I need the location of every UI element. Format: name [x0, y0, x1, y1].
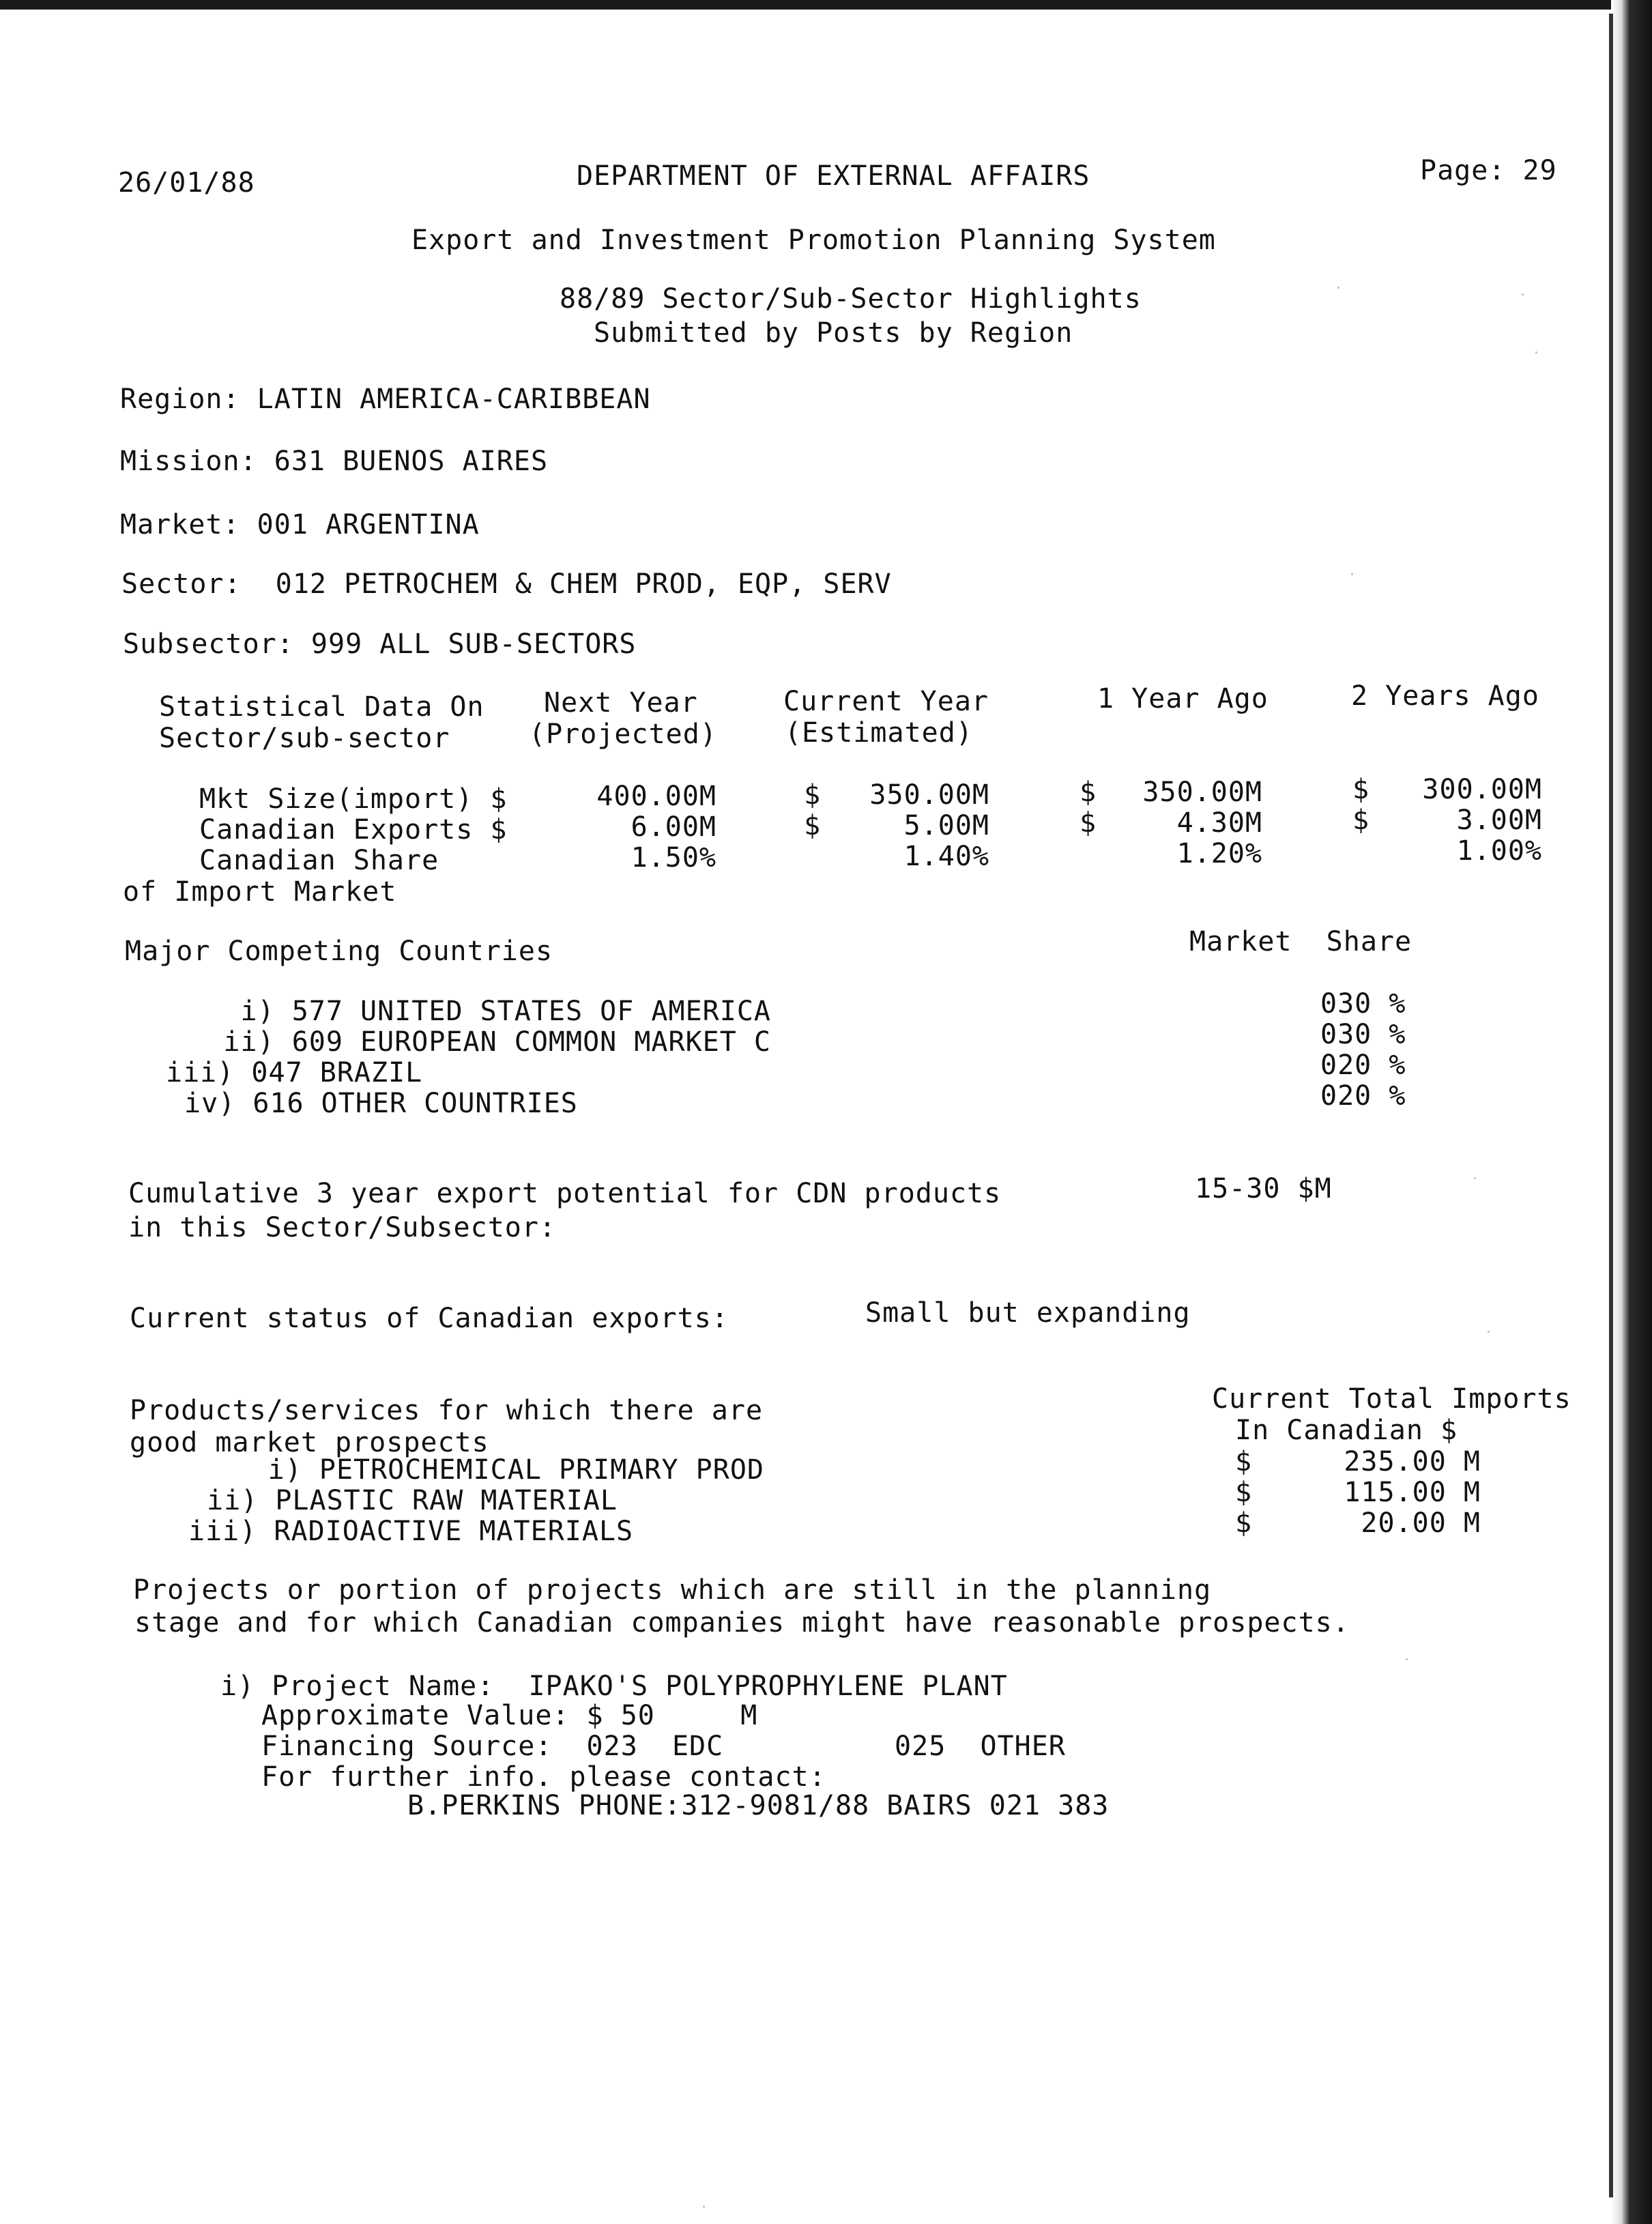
scan-speck — [1406, 1658, 1408, 1660]
row-label: Canadian Exports $ — [199, 814, 508, 846]
potential-line-2: in this Sector/Subsector: — [128, 1212, 557, 1243]
report-subtitle: Submitted by Posts by Region — [594, 317, 1073, 349]
currency-sign: $ — [1235, 1507, 1253, 1539]
status-label: Current status of Canadian exports: — [130, 1303, 729, 1334]
sector-line: Sector: 012 PETROCHEM & CHEM PROD, EQP, SERV — [121, 568, 892, 600]
products-line-2: good market prospects — [130, 1427, 489, 1458]
potential-value: 15-30 $M — [1195, 1173, 1332, 1204]
product-label: iii) RADIOACTIVE MATERIALS — [188, 1516, 634, 1547]
contact-details: B.PERKINS PHONE:312-9081/88 BAIRS 021 383 — [407, 1790, 1110, 1821]
col-header-current-year: Current Year — [783, 686, 989, 717]
currency-sign: $ — [1079, 777, 1097, 808]
scan-right-edge — [1611, 0, 1652, 2224]
competitor-share: 030 % — [1320, 988, 1406, 1020]
scan-right-line — [1609, 14, 1613, 2197]
col-header-next-year-sub: (Projected) — [529, 719, 717, 750]
products-line-1: Products/services for which there are — [130, 1395, 764, 1426]
department-title: DEPARTMENT OF EXTERNAL AFFAIRS — [577, 160, 1090, 192]
competitor-share: 030 % — [1320, 1019, 1406, 1050]
competitor-share: 020 % — [1320, 1050, 1406, 1081]
system-title: Export and Investment Promotion Planning System — [411, 225, 1216, 256]
mission-line: Mission: 631 BUENOS AIRES — [120, 446, 549, 477]
value-next-year: 400.00M — [596, 781, 716, 812]
product-import-value: 235.00 M — [1344, 1446, 1481, 1477]
competitor-label: iii) 047 BRAZIL — [166, 1057, 423, 1088]
projects-intro-2: stage and for which Canadian companies might have reasonable prospects. — [134, 1607, 1350, 1638]
share-note: of Import Market — [123, 876, 397, 908]
product-import-value: 115.00 M — [1344, 1477, 1481, 1508]
col-header-current-year-sub: (Estimated) — [785, 717, 973, 749]
report-date: 26/01/88 — [118, 167, 255, 199]
value-current-year: 5.00M — [903, 810, 989, 841]
value-next-year: 6.00M — [631, 811, 716, 843]
scan-top-edge — [0, 0, 1652, 10]
stats-header-label: Statistical Data On — [159, 691, 484, 723]
col-header-1-year-ago: 1 Year Ago — [1097, 683, 1269, 714]
competitor-label: iv) 616 OTHER COUNTRIES — [184, 1088, 578, 1119]
competitors-title: Major Competing Countries — [125, 936, 553, 967]
product-import-value: 20.00 M — [1361, 1507, 1481, 1539]
scan-speck — [1488, 1331, 1490, 1333]
project-value: Approximate Value: $ 50 M — [261, 1700, 758, 1731]
product-label: ii) PLASTIC RAW MATERIAL — [207, 1485, 618, 1516]
project-name: i) Project Name: IPAKO'S POLYPROPHYLENE PLANT — [220, 1671, 1008, 1702]
value-2-years-ago: 3.00M — [1456, 805, 1542, 836]
scan-speck — [1535, 351, 1537, 353]
market-line: Market: 001 ARGENTINA — [120, 509, 480, 540]
currency-sign: $ — [804, 779, 822, 811]
value-current-year: 1.40% — [903, 841, 989, 872]
value-current-year: 350.00M — [869, 779, 989, 811]
value-2-years-ago: 1.00% — [1456, 835, 1542, 867]
value-1-year-ago: 1.20% — [1176, 838, 1262, 869]
stats-header-label-2: Sector/sub-sector — [159, 723, 450, 754]
value-1-year-ago: 4.30M — [1176, 807, 1262, 839]
currency-sign: $ — [804, 810, 822, 841]
page-number: Page: 29 — [1420, 155, 1557, 186]
currency-sign: $ — [1352, 805, 1370, 836]
col-header-next-year: Next Year — [544, 687, 698, 719]
imports-header-1: Current Total Imports — [1212, 1383, 1571, 1415]
projects-intro-1: Projects or portion of projects which are still in the planning — [133, 1574, 1212, 1606]
currency-sign: $ — [1352, 774, 1370, 805]
region-line: Region: LATIN AMERICA-CARIBBEAN — [120, 384, 651, 415]
status-value: Small but expanding — [865, 1297, 1191, 1329]
subsector-line: Subsector: 999 ALL SUB-SECTORS — [123, 629, 637, 660]
currency-sign: $ — [1079, 807, 1097, 839]
scan-speck — [1337, 287, 1339, 289]
col-header-2-years-ago: 2 Years Ago — [1351, 680, 1539, 712]
scan-speck — [1474, 1177, 1476, 1179]
value-next-year: 1.50% — [631, 842, 716, 873]
currency-sign: $ — [1235, 1477, 1253, 1508]
currency-sign: $ — [1235, 1446, 1253, 1477]
market-share-header: Market Share — [1189, 926, 1412, 957]
value-1-year-ago: 350.00M — [1142, 777, 1262, 808]
scan-speck — [1522, 293, 1524, 295]
competitor-share: 020 % — [1320, 1080, 1406, 1112]
scan-speck — [1351, 573, 1353, 575]
competitor-label: i) 577 UNITED STATES OF AMERICA — [240, 996, 771, 1027]
project-financing: Financing Source: 023 EDC 025 OTHER — [261, 1731, 1066, 1762]
scan-speck — [703, 2206, 705, 2208]
product-label: i) PETROCHEMICAL PRIMARY PROD — [267, 1454, 764, 1486]
competitor-label: ii) 609 EUROPEAN COMMON MARKET C — [223, 1026, 771, 1058]
value-2-years-ago: 300.00M — [1422, 774, 1542, 805]
contact-label: For further info. please contact: — [261, 1761, 826, 1793]
potential-line-1: Cumulative 3 year export potential for CDN products — [128, 1178, 1002, 1209]
imports-header-2: In Canadian $ — [1235, 1415, 1458, 1446]
row-label: Canadian Share — [199, 845, 439, 876]
row-label: Mkt Size(import) $ — [199, 783, 508, 815]
report-title: 88/89 Sector/Sub-Sector Highlights — [560, 283, 1142, 315]
